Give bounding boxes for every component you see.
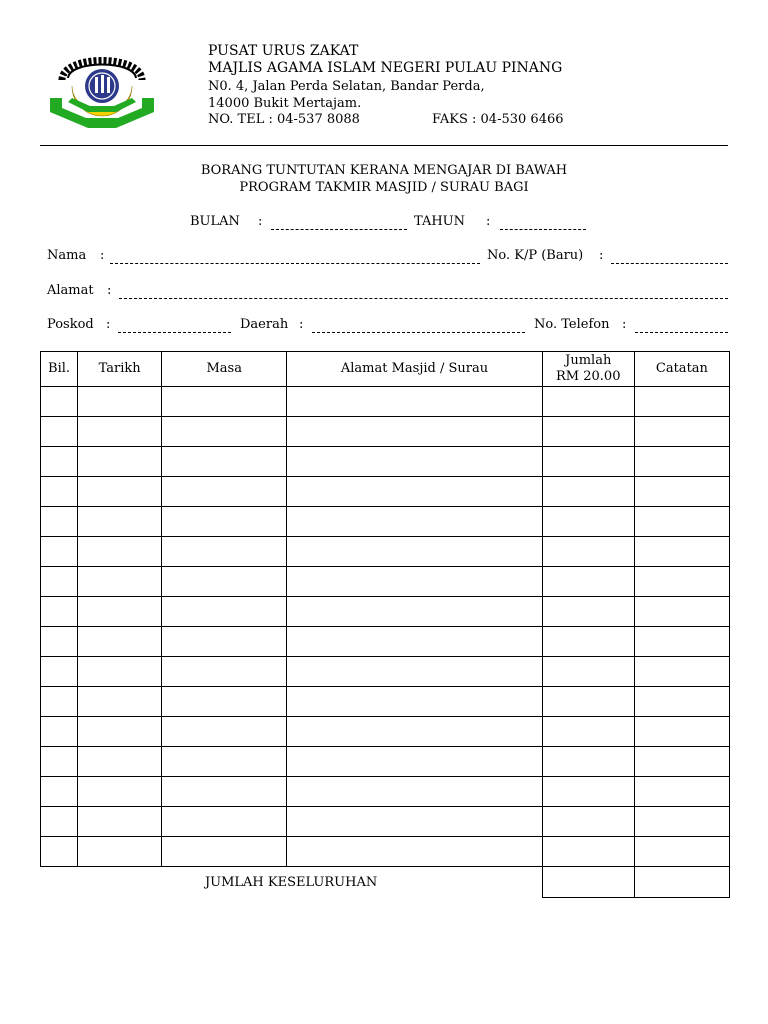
cell-bil[interactable] [41,657,78,687]
cell-alamat[interactable] [287,627,542,657]
cell-tarikh[interactable] [78,537,162,567]
cell-tarikh[interactable] [78,597,162,627]
cell-bil[interactable] [41,447,78,477]
table-body [41,387,730,898]
col-header-bil: Bil. [41,352,78,387]
cell-bil[interactable] [41,597,78,627]
cell-tarikh[interactable] [78,717,162,747]
form-title-line-1: BORANG TUNTUTAN KERANA MENGAJAR DI BAWAH [200,163,568,178]
table-row [41,447,730,477]
nama-field[interactable] [110,263,480,264]
cell-jumlah[interactable] [542,507,634,537]
cell-alamat[interactable] [287,717,542,747]
colon: : [299,317,304,332]
cell-masa[interactable] [162,627,287,657]
cell-masa[interactable] [162,717,287,747]
cell-tarikh[interactable] [78,447,162,477]
table-row [41,627,730,657]
colon: : [599,248,604,263]
cell-masa[interactable] [162,687,287,717]
address-line-1: N0. 4, Jalan Perda Selatan, Bandar Perda, [208,79,485,94]
cell-jumlah[interactable] [542,387,634,417]
table-row [41,807,730,837]
alamat-label: Alamat [47,283,94,298]
cell-catatan[interactable] [634,597,729,627]
cell-catatan[interactable] [634,387,729,417]
table-row [41,687,730,717]
nokp-field[interactable] [611,263,728,264]
cell-catatan[interactable] [634,447,729,477]
cell-bil[interactable] [41,687,78,717]
bulan-field[interactable] [271,229,407,230]
alamat-field[interactable] [119,298,728,299]
colon: : [486,214,491,229]
council-name: MAJLIS AGAMA ISLAM NEGERI PULAU PINANG [208,60,563,76]
cell-jumlah[interactable] [542,597,634,627]
cell-tarikh[interactable] [78,747,162,777]
col-header-alamat: Alamat Masjid / Surau [287,352,542,387]
cell-alamat[interactable] [287,507,542,537]
cell-alamat[interactable] [287,807,542,837]
cell-tarikh[interactable] [78,567,162,597]
cell-bil[interactable] [41,777,78,807]
address-line-2: 14000 Bukit Mertajam. [208,96,362,111]
cell-catatan[interactable] [634,477,729,507]
cell-catatan[interactable] [634,777,729,807]
cell-catatan[interactable] [634,687,729,717]
cell-bil[interactable] [41,807,78,837]
fax: FAKS : 04-530 6466 [432,112,564,127]
org-name: PUSAT URUS ZAKAT [208,43,359,59]
table-row [41,387,730,417]
colon: : [106,317,111,332]
cell-masa[interactable] [162,447,287,477]
colon: : [107,283,112,298]
daerah-label: Daerah [240,317,289,332]
cell-jumlah[interactable] [542,627,634,657]
cell-alamat[interactable] [287,417,542,447]
table-row [41,717,730,747]
header-divider [40,145,728,146]
poskod-field[interactable] [118,332,231,333]
table-row [41,477,730,507]
cell-tarikh[interactable] [78,387,162,417]
cell-alamat[interactable] [287,747,542,777]
cell-tarikh[interactable] [78,477,162,507]
telefon-field[interactable] [635,332,728,333]
cell-alamat[interactable] [287,447,542,477]
table-row [41,537,730,567]
cell-jumlah[interactable] [542,417,634,447]
table-row [41,597,730,627]
poskod-label: Poskod [47,317,94,332]
cell-alamat[interactable] [287,687,542,717]
table-row [41,417,730,447]
col-header-catatan: Catatan [634,352,729,387]
nama-label: Nama [47,248,87,263]
cell-alamat[interactable] [287,657,542,687]
tahun-field[interactable] [500,229,586,230]
colon: : [100,248,105,263]
cell-alamat[interactable] [287,537,542,567]
cell-jumlah[interactable] [542,567,634,597]
total-label: JUMLAH KESELURUHAN [204,874,378,890]
table-row [41,567,730,597]
bulan-label: BULAN [190,214,240,229]
cell-masa[interactable] [162,417,287,447]
cell-alamat[interactable] [287,597,542,627]
telephone: NO. TEL : 04-537 8088 [208,112,360,127]
nokp-label: No. K/P (Baru) [487,248,584,263]
cell-catatan[interactable] [634,747,729,777]
table-row [41,657,730,687]
col-header-jumlah [542,352,634,387]
table-row [41,837,730,867]
cell-tarikh[interactable] [78,417,162,447]
cell-tarikh[interactable] [78,837,162,867]
cell-masa[interactable] [162,837,287,867]
cell-tarikh[interactable] [78,627,162,657]
cell-masa[interactable] [162,537,287,567]
cell-catatan[interactable] [634,507,729,537]
cell-bil[interactable] [41,837,78,867]
total-row [41,867,730,898]
cell-masa[interactable] [162,807,287,837]
cell-masa[interactable] [162,597,287,627]
cell-tarikh[interactable] [78,657,162,687]
zakat-logo-emblem [48,42,156,130]
colon: : [258,214,263,229]
cell-bil[interactable] [41,567,78,597]
cell-bil[interactable] [41,717,78,747]
claim-table [40,351,730,898]
cell-catatan[interactable] [634,417,729,447]
cell-jumlah[interactable] [542,447,634,477]
tahun-label: TAHUN [414,214,466,229]
cell-alamat[interactable] [287,477,542,507]
cell-jumlah[interactable] [542,777,634,807]
cell-bil[interactable] [41,537,78,567]
cell-bil[interactable] [41,417,78,447]
cell-catatan[interactable] [634,627,729,657]
cell-masa[interactable] [162,567,287,597]
cell-catatan[interactable] [634,837,729,867]
cell-bil[interactable] [41,387,78,417]
cell-masa[interactable] [162,657,287,687]
cell-alamat[interactable] [287,567,542,597]
cell-tarikh[interactable] [78,507,162,537]
cell-jumlah[interactable] [542,747,634,777]
total-amount-cell[interactable] [542,867,634,898]
cell-alamat[interactable] [287,777,542,807]
cell-masa[interactable] [162,777,287,807]
cell-alamat[interactable] [287,387,542,417]
cell-catatan[interactable] [634,537,729,567]
form-title-line-2: PROGRAM TAKMIR MASJID / SURAU BAGI [239,180,529,195]
cell-alamat[interactable] [287,837,542,867]
cell-catatan[interactable] [634,567,729,597]
table-row [41,747,730,777]
col-header-tarikh: Tarikh [78,352,162,387]
cell-jumlah[interactable] [542,717,634,747]
cell-masa[interactable] [162,387,287,417]
col-header-jumlah-line1: Jumlah [565,353,612,368]
cell-jumlah[interactable] [542,837,634,867]
table-header-row [41,352,730,387]
cell-jumlah[interactable] [542,687,634,717]
cell-bil[interactable] [41,747,78,777]
cell-masa[interactable] [162,507,287,537]
colon: : [622,317,627,332]
col-header-masa: Masa [162,352,287,387]
cell-masa[interactable] [162,747,287,777]
daerah-field[interactable] [312,332,525,333]
total-catatan-cell[interactable] [634,867,729,898]
cell-jumlah[interactable] [542,657,634,687]
cell-masa[interactable] [162,477,287,507]
table-row [41,777,730,807]
cell-catatan[interactable] [634,807,729,837]
cell-catatan[interactable] [634,657,729,687]
cell-catatan[interactable] [634,717,729,747]
cell-bil[interactable] [41,507,78,537]
col-header-jumlah-line2: RM 20.00 [556,369,621,384]
cell-bil[interactable] [41,627,78,657]
cell-tarikh[interactable] [78,807,162,837]
table-row [41,507,730,537]
telefon-label: No. Telefon [534,317,610,332]
cell-jumlah[interactable] [542,807,634,837]
cell-tarikh[interactable] [78,777,162,807]
cell-jumlah[interactable] [542,537,634,567]
cell-tarikh[interactable] [78,687,162,717]
cell-jumlah[interactable] [542,477,634,507]
cell-bil[interactable] [41,477,78,507]
